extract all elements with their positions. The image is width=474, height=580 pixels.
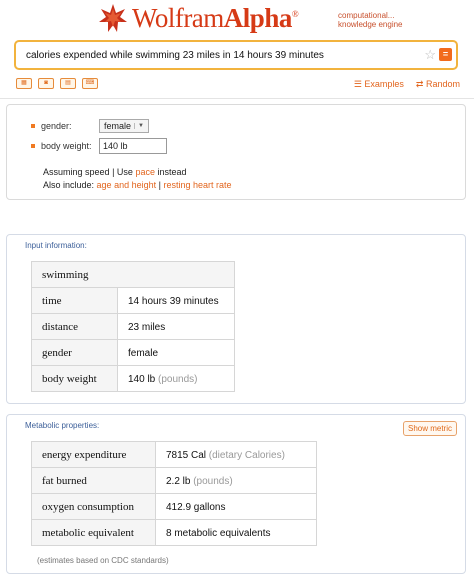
extended-keyboard-icon[interactable]: ⌨ (82, 78, 98, 89)
gender-row (31, 119, 149, 133)
gender-select-value: female (104, 121, 132, 131)
show-metric-button[interactable]: Show metric (403, 421, 457, 436)
search-input[interactable]: calories expended while swimming 23 miles in 14 hours 39 minutes (26, 50, 324, 61)
weight-input[interactable]: 140 lb (99, 138, 167, 154)
pod-title: Metabolic properties: (25, 421, 100, 430)
star-icon[interactable]: ☆ (424, 47, 436, 62)
bullet-icon (31, 144, 35, 148)
row-label: metabolic equivalent (32, 520, 156, 546)
examples-label: Examples (364, 79, 404, 89)
row-label: energy expenditure (32, 442, 156, 468)
table-row (32, 314, 235, 340)
logo-alpha: Alpha (223, 2, 292, 33)
assuming-suffix: instead (157, 167, 187, 177)
gender-select[interactable] (99, 119, 149, 133)
random-link[interactable]: ⇄ Random (415, 79, 460, 89)
tagline-line-1: computational... (338, 11, 395, 20)
table-row (32, 288, 235, 314)
chevron-down-icon: ▼ (134, 123, 144, 129)
assuming-term: speed (85, 167, 110, 177)
assuming-prefix: Assuming (43, 167, 83, 177)
header-divider (0, 98, 474, 99)
table-row (32, 442, 317, 468)
row-unit: (dietary Calories) (208, 449, 285, 461)
assuming-line (43, 167, 187, 177)
metabolic-properties-pod (6, 414, 466, 574)
spikey-star-icon (98, 3, 128, 33)
assuming-sep: | Use (112, 167, 133, 177)
table-header-row (32, 262, 235, 288)
row-value: 23 miles (128, 321, 166, 333)
row-value: 7815 Cal (166, 449, 207, 461)
table-row (32, 468, 317, 494)
also-prefix: Also include: (43, 180, 95, 190)
table-row (32, 494, 317, 520)
row-value: 8 metabolic equivalents (166, 527, 271, 539)
footnote: (estimates based on CDC standards) (37, 556, 169, 565)
search-box[interactable] (14, 40, 458, 70)
random-label: Random (425, 79, 460, 89)
keyboard-icon[interactable]: ▦ (16, 78, 32, 89)
also-include-line (43, 180, 232, 190)
row-label: time (32, 288, 118, 314)
use-pace-link[interactable]: pace (135, 167, 155, 177)
tagline (338, 11, 403, 29)
row-label: oxygen consumption (32, 494, 156, 520)
row-label: distance (32, 314, 118, 340)
logo-wordmark (132, 3, 298, 34)
row-unit: (pounds) (158, 373, 198, 385)
resting-heart-rate-link[interactable]: resting heart rate (163, 180, 232, 190)
row-value: 2.2 lb (166, 475, 191, 487)
also-sep: | (158, 180, 161, 190)
row-value: female (128, 347, 159, 359)
wolframalpha-logo[interactable] (98, 2, 298, 34)
image-input-icon[interactable]: ◙ (38, 78, 54, 89)
row-value: 140 lb (128, 373, 156, 385)
row-label: body weight (32, 366, 118, 392)
upload-icon[interactable]: ▤ (60, 78, 76, 89)
table-row (32, 520, 317, 546)
tagline-line-2: knowledge engine (338, 20, 403, 29)
pod-title: Input information: (25, 241, 87, 250)
row-label: gender (32, 340, 118, 366)
equals-icon[interactable]: = (439, 48, 452, 61)
assumptions-panel (6, 104, 466, 200)
row-value: 14 hours 39 minutes (128, 295, 219, 307)
row-label: fat burned (32, 468, 156, 494)
activity-header: swimming (32, 262, 235, 288)
gender-label: gender: (41, 121, 72, 131)
weight-label: body weight: (41, 141, 92, 151)
age-height-link[interactable]: age and height (96, 180, 157, 190)
examples-link[interactable]: ☰ Examples (353, 79, 404, 89)
input-information-pod (6, 234, 466, 404)
top-links (354, 79, 460, 90)
logo-wolfram: Wolfram (132, 2, 224, 33)
input-toolbar (16, 78, 98, 89)
table-row (32, 366, 235, 392)
row-value: 412.9 gallons (166, 501, 226, 513)
metabolic-table (31, 441, 317, 546)
input-table (31, 261, 235, 392)
weight-row (31, 138, 167, 154)
logo-reg-mark: ® (291, 8, 299, 19)
table-row (32, 340, 235, 366)
bullet-icon (31, 124, 35, 128)
row-unit: (pounds) (193, 475, 233, 487)
